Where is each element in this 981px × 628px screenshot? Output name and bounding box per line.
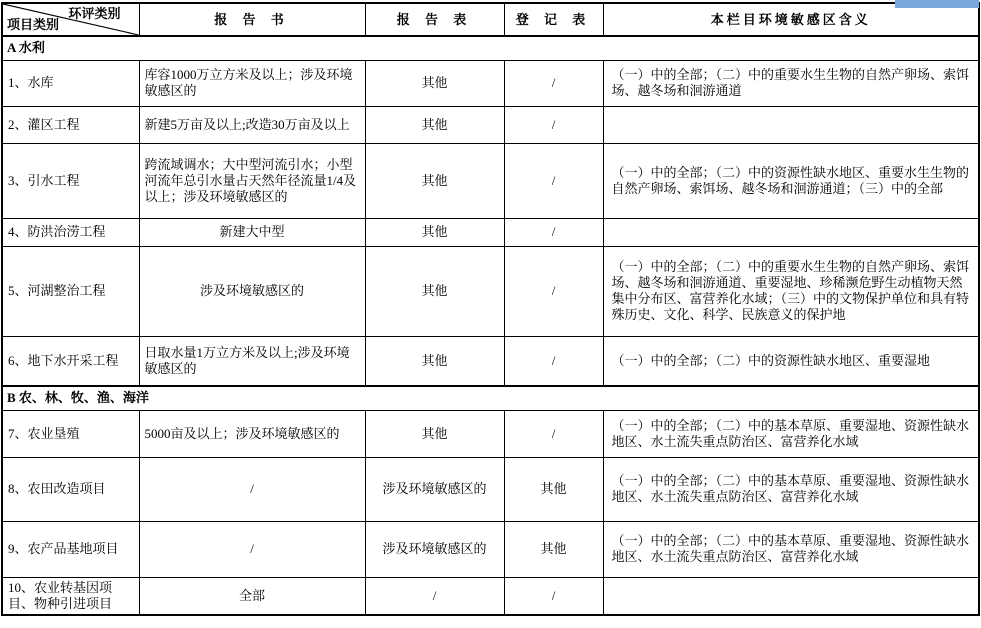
table-row [2,457,979,521]
report-form-cell: / [365,577,504,615]
sensitive-meaning-cell: （一）中的全部；（二）中的资源性缺水地区、重要水生生物的自然产卵场、索饵场、越冬场和洄游通道；（三）中的全部 [603,143,979,218]
table-row [2,410,979,457]
project-name-cell: 4、防洪治涝工程 [2,218,139,246]
report-book-cell: / [139,521,365,577]
table-row [2,246,979,336]
report-form-cell: 其他 [365,336,504,386]
table-row [2,521,979,577]
eia-classification-table [1,2,980,616]
table-row [2,336,979,386]
corner-label-eia-category: 环评类别 [68,6,121,21]
sensitive-meaning-cell: （一）中的全部；（二）中的重要水生生物的自然产卵场、索饵场、越冬场和洄游通道、重要湿地、珍稀濒危野生动植物天然集中分布区、富营养化水域；（三）中的文物保护单位和具有特殊历史、文化、科学、民族意义的保护地 [603,246,979,336]
sensitive-meaning-cell: （一）中的全部；（二）中的重要水生生物的自然产卵场、索饵场、越冬场和洄游通道 [603,60,979,106]
sensitive-meaning-cell: （一）中的全部；（二）中的基本草原、重要湿地、资源性缺水地区、水土流失重点防治区、富营养化水域 [603,410,979,457]
report-book-cell: / [139,457,365,521]
report-form-cell: 涉及环境敏感区的 [365,457,504,521]
sensitive-meaning-cell [603,106,979,143]
project-name-cell: 7、农业垦殖 [2,410,139,457]
column-header-report-form: 报 告 表 [365,3,504,36]
registration-form-cell: 其他 [504,457,603,521]
column-header-sensitive-area-meaning: 本栏目环境敏感区含义 [603,3,979,36]
project-name-cell: 1、水库 [2,60,139,106]
column-header-report-book: 报 告 书 [139,3,365,36]
registration-form-cell: / [504,106,603,143]
section-row-b [2,386,979,410]
report-form-cell: 其他 [365,218,504,246]
registration-form-cell: / [504,218,603,246]
registration-form-cell: 其他 [504,521,603,577]
section-row-a [2,36,979,60]
report-book-cell: 新建大中型 [139,218,365,246]
registration-form-cell: / [504,336,603,386]
table-row [2,577,979,615]
top-right-blue-bar [895,0,979,8]
table-row [2,143,979,218]
table-header-row [2,3,979,36]
column-header-registration-form: 登 记 表 [504,3,603,36]
sensitive-meaning-cell: （一）中的全部；（二）中的基本草原、重要湿地、资源性缺水地区、水土流失重点防治区、富营养化水域 [603,521,979,577]
report-book-cell: 涉及环境敏感区的 [139,246,365,336]
project-name-cell: 6、地下水开采工程 [2,336,139,386]
section-a-label: A 水利 [2,36,979,60]
table-row [2,218,979,246]
sensitive-meaning-cell [603,218,979,246]
report-book-cell: 跨流域调水；大中型河流引水；小型河流年总引水量占天然年径流量1/4及以上；涉及环境敏感区的 [139,143,365,218]
report-book-cell: 库容1000万立方米及以上；涉及环境敏感区的 [139,60,365,106]
report-form-cell: 涉及环境敏感区的 [365,521,504,577]
sensitive-meaning-cell: （一）中的全部；（二）中的资源性缺水地区、重要湿地 [603,336,979,386]
project-name-cell: 2、灌区工程 [2,106,139,143]
registration-form-cell: / [504,577,603,615]
report-form-cell: 其他 [365,143,504,218]
table-row [2,106,979,143]
registration-form-cell: / [504,60,603,106]
report-form-cell: 其他 [365,246,504,336]
project-name-cell: 9、农产品基地项目 [2,521,139,577]
project-name-cell: 5、河湖整治工程 [2,246,139,336]
report-book-cell: 全部 [139,577,365,615]
report-form-cell: 其他 [365,60,504,106]
report-form-cell: 其他 [365,410,504,457]
report-book-cell: 日取水量1万立方米及以上;涉及环境敏感区的 [139,336,365,386]
diagonal-corner-cell [2,3,139,36]
report-book-cell: 新建5万亩及以上;改造30万亩及以上 [139,106,365,143]
project-name-cell: 3、引水工程 [2,143,139,218]
registration-form-cell: / [504,246,603,336]
section-b-label: B 农、林、牧、渔、海洋 [2,386,979,410]
registration-form-cell: / [504,143,603,218]
report-form-cell: 其他 [365,106,504,143]
table-row [2,60,979,106]
project-name-cell: 8、农田改造项目 [2,457,139,521]
corner-label-project-category: 项目类别 [7,17,60,32]
registration-form-cell: / [504,410,603,457]
report-book-cell: 5000亩及以上；涉及环境敏感区的 [139,410,365,457]
sensitive-meaning-cell: （一）中的全部；（二）中的基本草原、重要湿地、资源性缺水地区、水土流失重点防治区、富营养化水域 [603,457,979,521]
sensitive-meaning-cell [603,577,979,615]
project-name-cell: 10、农业转基因项目、物种引进项目 [2,577,139,615]
